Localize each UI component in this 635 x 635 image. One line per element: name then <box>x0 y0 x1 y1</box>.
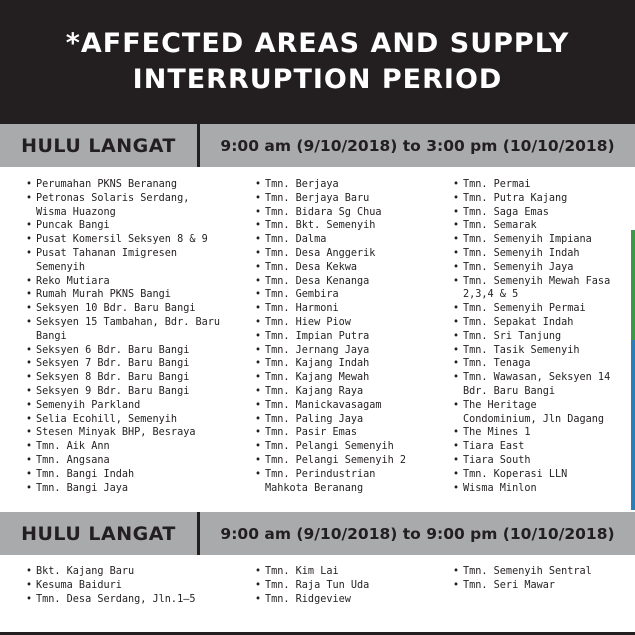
section-1-header <box>0 124 635 167</box>
area-list-item: • Seksyen 6 Bdr. Baru Bangi <box>26 344 226 358</box>
area-list-item: • Tmn. Kajang Raya <box>255 385 423 399</box>
area-list-item: • Seksyen 10 Bdr. Baru Bangi <box>26 302 226 316</box>
area-list-item: • The Mines 1 <box>453 426 613 440</box>
area-list-item: • Tmn. Tasik Semenyih <box>453 344 613 358</box>
section-2-area: HULU LANGAT <box>0 512 200 555</box>
area-list-item: • Tmn. Gembira <box>255 288 423 302</box>
section-2-header <box>0 512 635 555</box>
area-list-item: • Tmn. Semenyih Jaya <box>453 261 613 275</box>
area-list-item: • Tmn. Koperasi LLN <box>453 468 613 482</box>
edge-accent-green <box>631 230 635 340</box>
area-list-item: • Tmn. Berjaya Baru <box>255 192 423 206</box>
area-list-item: • Tmn. Semenyih Permai <box>453 302 613 316</box>
area-list-item: • Tmn. Semenyih Sentral <box>453 565 613 579</box>
area-list-item: • Tmn. Kajang Mewah <box>255 371 423 385</box>
area-list-item: • Tmn. Harmoni <box>255 302 423 316</box>
area-list-item: • Tmn. Seri Mawar <box>453 579 613 593</box>
area-list-item: • Pusat Tahanan Imigresen Semenyih <box>26 247 226 275</box>
area-list-item: • Tmn. Angsana <box>26 454 226 468</box>
area-list-item: • The Heritage Condominium, Jln Dagang <box>453 399 613 427</box>
title-line-2: INTERRUPTION PERIOD <box>132 64 503 95</box>
area-list-item: • Tmn. Kim Lai <box>255 565 423 579</box>
area-list-item: • Tmn. Semarak <box>453 219 613 233</box>
area-list-item: • Seksyen 7 Bdr. Baru Bangi <box>26 357 226 371</box>
area-list-item: • Tmn. Kajang Indah <box>255 357 423 371</box>
area-list-item: • Tmn. Semenyih Indah <box>453 247 613 261</box>
section-1-period: 9:00 am (9/10/2018) to 3:00 pm (10/10/2018) <box>220 136 615 155</box>
area-list-item: • Tmn. Pelangi Semenyih 2 <box>255 454 423 468</box>
area-list-item: • Tmn. Desa Kenanga <box>255 275 423 289</box>
area-list-item: • Tmn. Raja Tun Uda <box>255 579 423 593</box>
area-list-item: • Semenyih Parkland <box>26 399 226 413</box>
area-list-item: • Tmn. Manickavasagam <box>255 399 423 413</box>
edge-accent-blue <box>631 340 635 510</box>
area-list-item: • Tmn. Saga Emas <box>453 206 613 220</box>
area-list-item: • Selia Ecohill, Semenyih <box>26 413 226 427</box>
area-list-item: • Bkt. Kajang Baru <box>26 565 226 579</box>
area-list-item: • Tmn. Hiew Piow <box>255 316 423 330</box>
area-list-item: • Tmn. Jernang Jaya <box>255 344 423 358</box>
area-list-item: • Tiara South <box>453 454 613 468</box>
area-list-item: • Tmn. Aik Ann <box>26 440 226 454</box>
area-list-item: • Pusat Komersil Seksyen 8 & 9 <box>26 233 226 247</box>
area-list-item: • Tmn. Bangi Indah <box>26 468 226 482</box>
area-list-item: • Petronas Solaris Serdang, Wisma Huazong <box>26 192 226 220</box>
area-list-item: • Tmn. Impian Putra <box>255 330 423 344</box>
area-list-item: • Kesuma Baiduri <box>26 579 226 593</box>
area-list-item: • Rumah Murah PKNS Bangi <box>26 288 226 302</box>
section-2-col-3 <box>453 565 613 593</box>
area-list-item: • Tmn. Pelangi Semenyih <box>255 440 423 454</box>
area-list-item: • Tiara East <box>453 440 613 454</box>
area-list-item: • Tmn. Dalma <box>255 233 423 247</box>
area-list-item: • Tmn. Bangi Jaya <box>26 482 226 496</box>
area-list-item: • Tmn. Bidara Sg Chua <box>255 206 423 220</box>
area-list-item: • Tmn. Permai <box>453 178 613 192</box>
area-list-item: • Seksyen 8 Bdr. Baru Bangi <box>26 371 226 385</box>
area-list-item: • Tmn. Sri Tanjung <box>453 330 613 344</box>
area-list-item: • Tmn. Wawasan, Seksyen 14 Bdr. Baru Bangi <box>453 371 613 399</box>
area-list-item: • Tmn. Ridgeview <box>255 593 423 607</box>
area-list-item: • Tmn. Desa Serdang, Jln.1–5 <box>26 593 226 607</box>
area-list-item: • Puncak Bangi <box>26 219 226 233</box>
section-1-col-3 <box>453 178 613 495</box>
area-list-item: • Tmn. Perindustrian Mahkota Beranang <box>255 468 423 496</box>
area-list-item: • Tmn. Desa Anggerik <box>255 247 423 261</box>
area-list-item: • Tmn. Desa Kekwa <box>255 261 423 275</box>
section-1-col-1 <box>26 178 226 495</box>
area-list-item: • Seksyen 15 Tambahan, Bdr. Baru Bangi <box>26 316 226 344</box>
title-banner <box>0 0 635 124</box>
section-2-col-2 <box>255 565 423 606</box>
section-2-col-1 <box>26 565 226 606</box>
area-list-item: • Seksyen 9 Bdr. Baru Bangi <box>26 385 226 399</box>
area-list-item: • Tmn. Paling Jaya <box>255 413 423 427</box>
area-list-item: • Tmn. Putra Kajang <box>453 192 613 206</box>
area-list-item: • Tmn. Sepakat Indah <box>453 316 613 330</box>
area-list-item: • Tmn. Berjaya <box>255 178 423 192</box>
area-list-item: • Tmn. Bkt. Semenyih <box>255 219 423 233</box>
section-2-period: 9:00 am (9/10/2018) to 9:00 pm (10/10/2018) <box>220 524 615 543</box>
area-list-item: • Tmn. Semenyih Mewah Fasa 2,3,4 & 5 <box>453 275 613 303</box>
area-list-item: • Reko Mutiara <box>26 275 226 289</box>
area-list-item: • Wisma Minlon <box>453 482 613 496</box>
area-list-item: • Perumahan PKNS Beranang <box>26 178 226 192</box>
area-list-item: • Tmn. Tenaga <box>453 357 613 371</box>
area-list-item: • Stesen Minyak BHP, Besraya <box>26 426 226 440</box>
section-1-col-2 <box>255 178 423 495</box>
title-line-1: *AFFECTED AREAS AND SUPPLY <box>65 28 570 59</box>
section-1-area: HULU LANGAT <box>0 124 200 167</box>
area-list-item: • Tmn. Semenyih Impiana <box>453 233 613 247</box>
area-list-item: • Tmn. Pasir Emas <box>255 426 423 440</box>
